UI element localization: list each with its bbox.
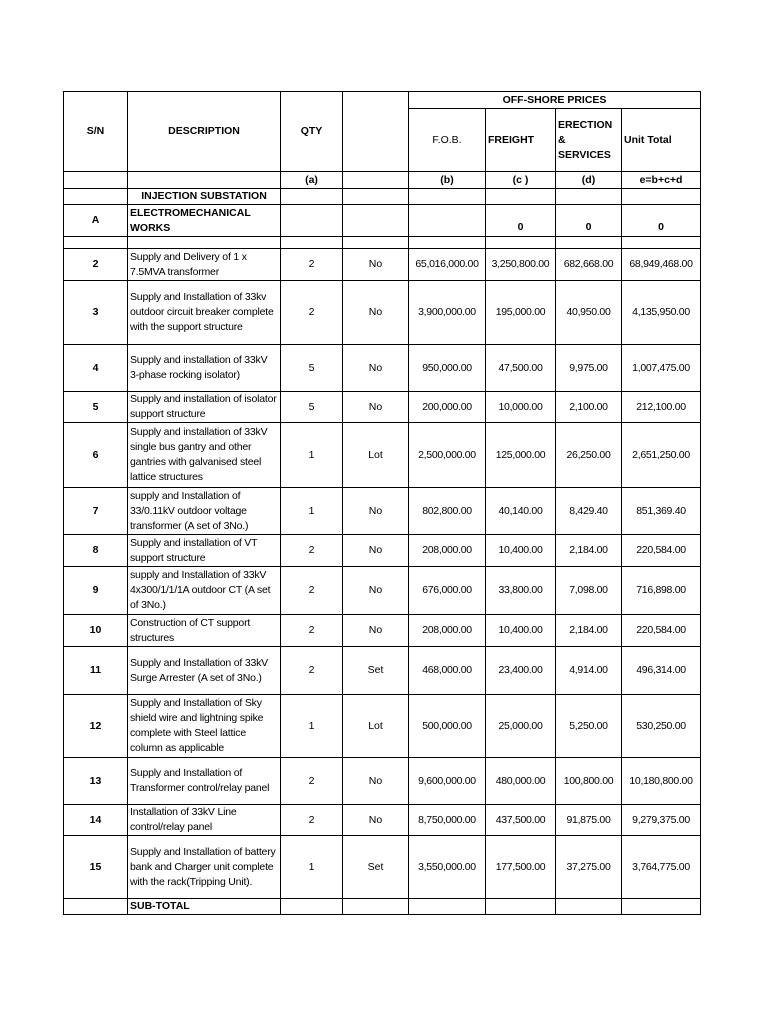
section-erection: 0 <box>556 205 622 237</box>
row-erection: 2,100.00 <box>556 392 622 423</box>
row-sn: 5 <box>64 392 128 423</box>
header-unit-total: Unit Total <box>622 109 701 172</box>
row-sn: 2 <box>64 249 128 281</box>
row-freight: 10,400.00 <box>486 535 556 567</box>
header-col-d: (d) <box>556 172 622 189</box>
row-fob: 208,000.00 <box>409 615 486 647</box>
row-description: Supply and Installation of Transformer control/relay panel <box>128 758 281 805</box>
row-sn: 6 <box>64 423 128 488</box>
header-col-a: (a) <box>281 172 343 189</box>
blank-cell <box>281 189 343 205</box>
row-unit: Set <box>343 836 409 899</box>
header-row-3 <box>64 172 701 189</box>
row-erection: 91,875.00 <box>556 805 622 836</box>
spacer-row <box>64 237 701 249</box>
row-fob: 200,000.00 <box>409 392 486 423</box>
row-erection: 7,098.00 <box>556 567 622 615</box>
row-description: supply and Installation of 33kV 4x300/1/1/1A outdoor CT (A set of 3No.) <box>128 567 281 615</box>
row-unit: No <box>343 392 409 423</box>
row-erection: 26,250.00 <box>556 423 622 488</box>
row-erection: 40,950.00 <box>556 281 622 345</box>
row-description: Supply and installation of 33kV single bus gantry and other gantries with galvanised steel lattice structures <box>128 423 281 488</box>
row-unit-total: 3,764,775.00 <box>622 836 701 899</box>
row-qty: 5 <box>281 345 343 392</box>
row-sn: 14 <box>64 805 128 836</box>
row-fob: 208,000.00 <box>409 535 486 567</box>
row-erection: 100,800.00 <box>556 758 622 805</box>
row-fob: 950,000.00 <box>409 345 486 392</box>
row-erection: 2,184.00 <box>556 615 622 647</box>
header-col-e: e=b+c+d <box>622 172 701 189</box>
header-erection: ERECTION & SERVICES <box>556 109 622 172</box>
blank-cell <box>343 189 409 205</box>
row-unit: No <box>343 488 409 535</box>
row-erection: 5,250.00 <box>556 695 622 758</box>
row-unit: No <box>343 281 409 345</box>
row-freight: 40,140.00 <box>486 488 556 535</box>
row-unit-total: 68,949,468.00 <box>622 249 701 281</box>
row-description: Construction of CT support structures <box>128 615 281 647</box>
row-sn: 3 <box>64 281 128 345</box>
row-sn: 12 <box>64 695 128 758</box>
row-qty: 1 <box>281 836 343 899</box>
row-fob: 802,800.00 <box>409 488 486 535</box>
row-unit: No <box>343 535 409 567</box>
blank-cell <box>556 189 622 205</box>
row-unit-total: 220,584.00 <box>622 535 701 567</box>
row-sn: 4 <box>64 345 128 392</box>
table-row <box>64 758 701 805</box>
blank-cell <box>486 237 556 249</box>
row-unit: Lot <box>343 423 409 488</box>
row-unit-total: 496,314.00 <box>622 647 701 695</box>
row-fob: 9,600,000.00 <box>409 758 486 805</box>
row-sn: 15 <box>64 836 128 899</box>
row-erection: 4,914.00 <box>556 647 622 695</box>
table-row <box>64 615 701 647</box>
row-sn: 10 <box>64 615 128 647</box>
row-description: Supply and Installation of 33kV Surge Arrester (A set of 3No.) <box>128 647 281 695</box>
title-clip <box>0 60 700 92</box>
row-fob: 500,000.00 <box>409 695 486 758</box>
row-freight: 23,400.00 <box>486 647 556 695</box>
row-sn: 13 <box>64 758 128 805</box>
header-unit <box>343 92 409 172</box>
blank-cell <box>486 189 556 205</box>
blank-cell <box>622 899 701 915</box>
header-col-c: (c ) <box>486 172 556 189</box>
subtotal-label: SUB-TOTAL <box>128 899 281 915</box>
row-unit-total: 220,584.00 <box>622 615 701 647</box>
section-heading-row <box>64 189 701 205</box>
blank-cell <box>556 237 622 249</box>
row-sn: 11 <box>64 647 128 695</box>
header-description: DESCRIPTION <box>128 92 281 172</box>
section-letter: A <box>64 205 128 237</box>
row-erection: 682,668.00 <box>556 249 622 281</box>
section-row <box>64 205 701 237</box>
row-qty: 2 <box>281 249 343 281</box>
row-unit: No <box>343 758 409 805</box>
row-freight: 10,400.00 <box>486 615 556 647</box>
subtotal-row <box>64 899 701 915</box>
blank-cell <box>64 237 128 249</box>
row-description: Supply and Installation of Sky shield wire and lightning spike complete with Steel lattice column as applicable <box>128 695 281 758</box>
row-description: Supply and Installation of 33kv outdoor circuit breaker complete with the support structure <box>128 281 281 345</box>
row-fob: 8,750,000.00 <box>409 805 486 836</box>
row-unit: No <box>343 615 409 647</box>
blank-cell <box>64 189 128 205</box>
row-freight: 3,250,800.00 <box>486 249 556 281</box>
blank-cell <box>409 237 486 249</box>
section-total: 0 <box>622 205 701 237</box>
row-qty: 2 <box>281 567 343 615</box>
table-row <box>64 392 701 423</box>
blank-cell <box>343 899 409 915</box>
row-unit: Set <box>343 647 409 695</box>
row-freight: 10,000.00 <box>486 392 556 423</box>
row-freight: 437,500.00 <box>486 805 556 836</box>
table-row <box>64 488 701 535</box>
row-description: Supply and installation of 33kV 3-phase rocking isolator) <box>128 345 281 392</box>
bill-of-quantities-table <box>63 91 701 915</box>
row-freight: 125,000.00 <box>486 423 556 488</box>
row-sn: 7 <box>64 488 128 535</box>
table-row <box>64 281 701 345</box>
row-freight: 480,000.00 <box>486 758 556 805</box>
row-unit-total: 10,180,800.00 <box>622 758 701 805</box>
row-unit: No <box>343 249 409 281</box>
blank-cell <box>281 205 343 237</box>
header-row-1 <box>64 92 701 109</box>
row-unit-total: 9,279,375.00 <box>622 805 701 836</box>
row-unit: No <box>343 805 409 836</box>
row-description: Supply and installation of VT support structure <box>128 535 281 567</box>
row-qty: 1 <box>281 488 343 535</box>
header-freight: FREIGHT <box>486 109 556 172</box>
row-unit-total: 851,369.40 <box>622 488 701 535</box>
blank-cell <box>281 899 343 915</box>
row-freight: 47,500.00 <box>486 345 556 392</box>
row-qty: 2 <box>281 647 343 695</box>
header-qty: QTY <box>281 92 343 172</box>
blank-cell <box>64 172 128 189</box>
table-row <box>64 695 701 758</box>
row-sn: 9 <box>64 567 128 615</box>
row-erection: 8,429.40 <box>556 488 622 535</box>
row-unit-total: 4,135,950.00 <box>622 281 701 345</box>
blank-cell <box>64 899 128 915</box>
row-freight: 25,000.00 <box>486 695 556 758</box>
blank-cell <box>486 899 556 915</box>
row-fob: 3,900,000.00 <box>409 281 486 345</box>
row-qty: 2 <box>281 281 343 345</box>
blank-cell <box>343 172 409 189</box>
row-freight: 33,800.00 <box>486 567 556 615</box>
header-col-b: (b) <box>409 172 486 189</box>
row-fob: 468,000.00 <box>409 647 486 695</box>
row-unit: No <box>343 567 409 615</box>
row-unit-total: 212,100.00 <box>622 392 701 423</box>
row-fob: 2,500,000.00 <box>409 423 486 488</box>
blank-cell <box>622 189 701 205</box>
row-description: Supply and installation of isolator support structure <box>128 392 281 423</box>
table-row <box>64 345 701 392</box>
row-qty: 2 <box>281 615 343 647</box>
row-fob: 676,000.00 <box>409 567 486 615</box>
blank-cell <box>343 205 409 237</box>
table-row <box>64 805 701 836</box>
row-unit-total: 2,651,250.00 <box>622 423 701 488</box>
blank-cell <box>409 899 486 915</box>
row-unit-total: 1,007,475.00 <box>622 345 701 392</box>
blank-cell <box>128 172 281 189</box>
row-description: supply and Installation of 33/0.11kV outdoor voltage transformer (A set of 3No.) <box>128 488 281 535</box>
row-qty: 2 <box>281 535 343 567</box>
row-unit: Lot <box>343 695 409 758</box>
row-description: Supply and Installation of battery bank and Charger unit complete with the rack(Tripping Unit). <box>128 836 281 899</box>
row-sn: 8 <box>64 535 128 567</box>
table-row <box>64 535 701 567</box>
header-offshore-prices: OFF-SHORE PRICES <box>409 92 701 109</box>
row-description: Installation of 33kV Line control/relay panel <box>128 805 281 836</box>
row-qty: 5 <box>281 392 343 423</box>
header-sn: S/N <box>64 92 128 172</box>
row-qty: 1 <box>281 423 343 488</box>
blank-cell <box>409 205 486 237</box>
blank-cell <box>409 189 486 205</box>
blank-cell <box>343 237 409 249</box>
table-row <box>64 836 701 899</box>
row-erection: 2,184.00 <box>556 535 622 567</box>
row-freight: 195,000.00 <box>486 281 556 345</box>
header-fob: F.O.B. <box>409 109 486 172</box>
row-erection: 37,275.00 <box>556 836 622 899</box>
blank-cell <box>622 237 701 249</box>
row-erection: 9,975.00 <box>556 345 622 392</box>
section-name: ELECTROMECHANICAL WORKS <box>128 205 281 237</box>
row-unit-total: 530,250.00 <box>622 695 701 758</box>
table-row <box>64 647 701 695</box>
row-description: Supply and Delivery of 1 x 7.5MVA transformer <box>128 249 281 281</box>
row-freight: 177,500.00 <box>486 836 556 899</box>
row-unit-total: 716,898.00 <box>622 567 701 615</box>
blank-cell <box>128 237 281 249</box>
row-qty: 2 <box>281 805 343 836</box>
table-row <box>64 567 701 615</box>
row-fob: 3,550,000.00 <box>409 836 486 899</box>
row-qty: 2 <box>281 758 343 805</box>
blank-cell <box>281 237 343 249</box>
row-qty: 1 <box>281 695 343 758</box>
blank-cell <box>556 899 622 915</box>
table-row <box>64 249 701 281</box>
section-freight: 0 <box>486 205 556 237</box>
table-row <box>64 423 701 488</box>
section-heading: INJECTION SUBSTATION <box>128 189 281 205</box>
row-fob: 65,016,000.00 <box>409 249 486 281</box>
row-unit: No <box>343 345 409 392</box>
